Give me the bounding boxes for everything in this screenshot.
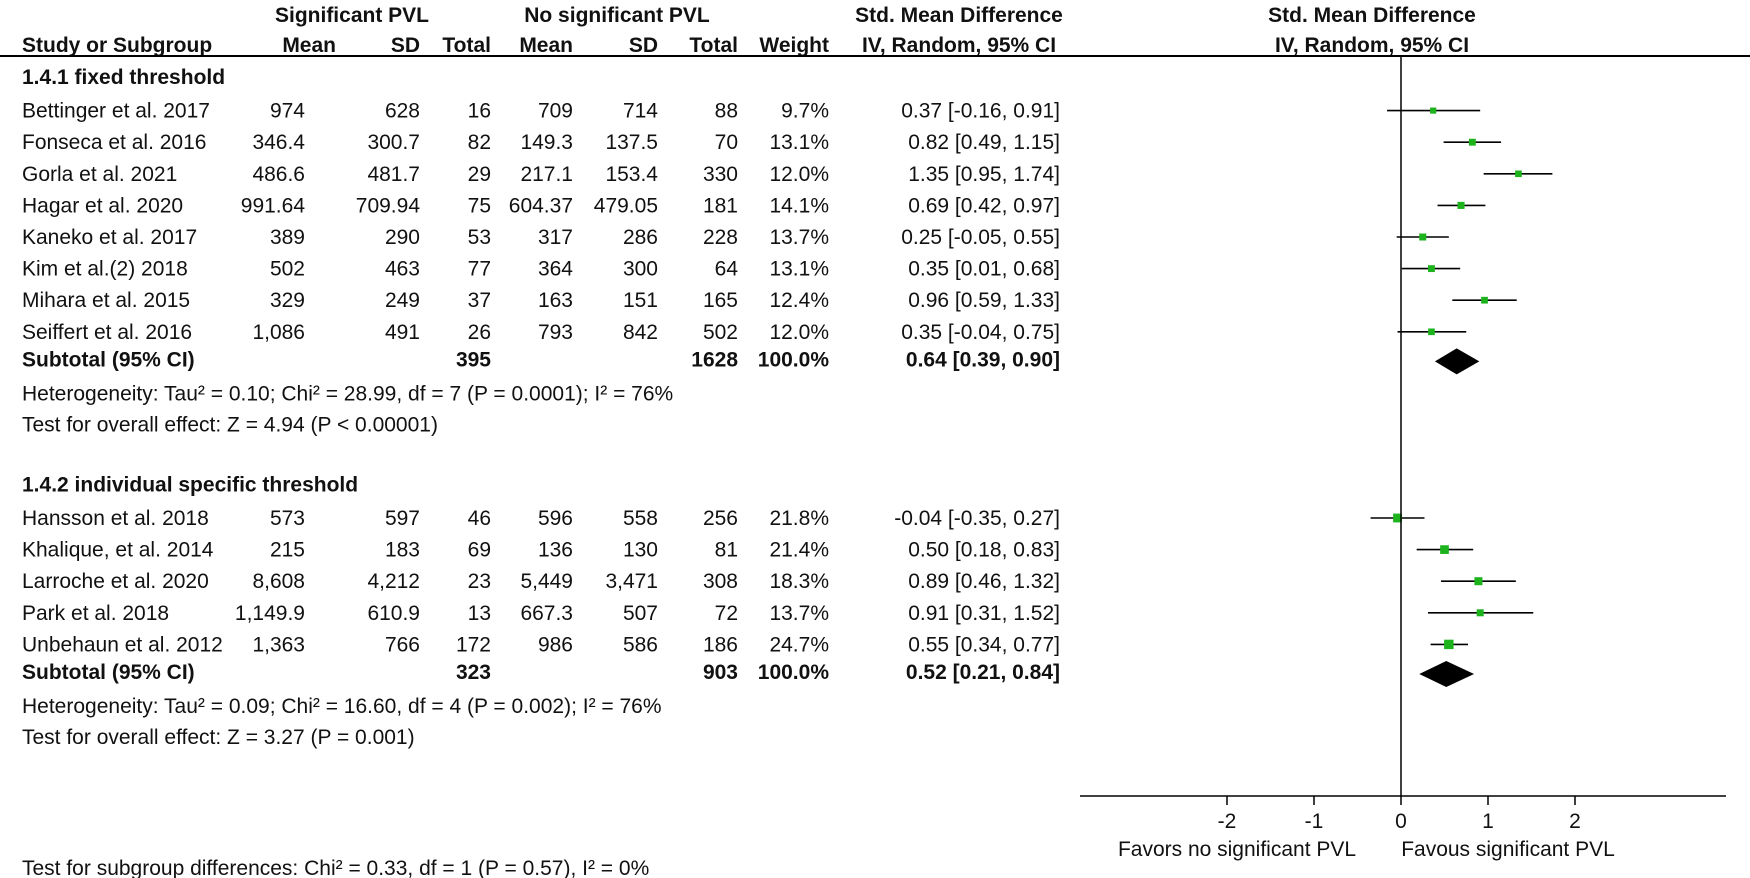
study-name: Mihara et al. 2015 (22, 289, 191, 313)
study-marker (1469, 139, 1476, 146)
subgroup-title: 1.4.2 individual specific threshold (22, 473, 359, 497)
subgroup-title: 1.4.1 fixed threshold (22, 66, 226, 89)
mean-no-significant: 596 (537, 507, 573, 530)
x-tick-label: 1 (1482, 810, 1494, 833)
study-weight: 12.0% (769, 162, 829, 186)
total-no-significant: 330 (702, 162, 738, 186)
study-name: Bettinger et al. 2017 (22, 99, 210, 123)
col-total1: Total (442, 34, 491, 57)
study-ci: 1.35 [0.95, 1.74] (908, 162, 1060, 186)
subtotal-ci: 0.64 [0.39, 0.90] (905, 348, 1060, 372)
study-weight: 13.7% (769, 226, 829, 249)
total-no-significant: 165 (702, 289, 738, 313)
study-name: Larroche et al. 2020 (22, 570, 209, 594)
sd-no-significant: 137.5 (605, 131, 658, 155)
subtotal-diamond (1435, 348, 1479, 374)
col-weight: Weight (759, 34, 829, 57)
mean-no-significant: 667.3 (520, 601, 573, 625)
mean-significant: 502 (269, 257, 305, 281)
subtotal-ci: 0.52 [0.21, 0.84] (905, 661, 1060, 684)
total-no-significant: 308 (702, 570, 738, 594)
sd-significant: 766 (384, 633, 420, 657)
sd-no-significant: 507 (622, 601, 658, 625)
total-no-significant: 256 (702, 507, 738, 530)
total-no-significant: 502 (702, 320, 738, 344)
study-marker (1440, 545, 1449, 554)
total-no-significant: 81 (714, 538, 738, 562)
study-marker (1428, 265, 1435, 272)
total-no-significant: 228 (702, 226, 738, 249)
sd-significant: 628 (384, 99, 420, 123)
mean-significant: 329 (269, 289, 305, 313)
x-tick-label: -2 (1217, 810, 1237, 833)
study-marker (1430, 108, 1436, 114)
study-weight: 13.1% (769, 131, 829, 155)
study-marker (1419, 233, 1426, 240)
mean-no-significant: 217.1 (520, 162, 573, 186)
study-ci: 0.82 [0.49, 1.15] (908, 131, 1060, 155)
total-significant: 13 (467, 601, 491, 625)
study-weight: 13.1% (769, 257, 829, 281)
subtotal-label: Subtotal (95% CI) (22, 348, 195, 372)
study-ci: 0.96 [0.59, 1.33] (908, 289, 1060, 313)
heterogeneity-text: Heterogeneity: Tau² = 0.10; Chi² = 28.99, df = 7 (P = 0.0001); I² = 76% (22, 382, 674, 406)
study-marker (1457, 202, 1464, 209)
mean-no-significant: 317 (537, 226, 573, 249)
total-no-significant: 88 (714, 99, 738, 123)
study-name: Gorla et al. 2021 (22, 162, 178, 186)
total-significant: 75 (467, 194, 491, 218)
mean-no-significant: 136 (537, 538, 573, 562)
study-name: Seiffert et al. 2016 (22, 320, 193, 344)
study-ci: 0.89 [0.46, 1.32] (908, 570, 1060, 594)
mean-significant: 974 (269, 99, 305, 123)
study-ci: 0.91 [0.31, 1.52] (908, 601, 1060, 625)
sd-significant: 709.94 (355, 194, 420, 218)
mean-significant: 1,149.9 (234, 601, 305, 625)
mean-no-significant: 364 (537, 257, 573, 281)
mean-no-significant: 793 (537, 320, 573, 344)
total-significant: 29 (467, 162, 491, 186)
header-plot-sub: IV, Random, 95% CI (1274, 34, 1470, 57)
total-significant: 26 (467, 320, 491, 344)
total-significant: 46 (467, 507, 491, 530)
total-no-significant: 181 (702, 194, 738, 218)
mean-significant: 573 (269, 507, 305, 530)
study-weight: 21.8% (769, 507, 829, 530)
study-name: Kim et al.(2) 2018 (22, 257, 188, 281)
x-tick-label: 2 (1569, 810, 1581, 833)
sd-no-significant: 130 (622, 538, 658, 562)
x-tick-label: 0 (1395, 810, 1407, 833)
table-rows (22, 66, 1060, 749)
study-weight: 13.7% (769, 601, 829, 625)
header-group1: Significant PVL (274, 4, 430, 27)
total-significant: 23 (467, 570, 491, 594)
study-marker (1481, 297, 1488, 304)
study-marker (1477, 609, 1484, 616)
sd-no-significant: 3,471 (605, 570, 658, 594)
total-no-significant: 72 (714, 601, 738, 625)
header-group2: No significant PVL (524, 4, 710, 27)
sd-no-significant: 479.05 (593, 194, 658, 218)
sd-no-significant: 842 (622, 320, 658, 344)
total-significant: 77 (467, 257, 491, 281)
col-mean2: Mean (519, 34, 573, 57)
study-name: Hagar et al. 2020 (22, 194, 184, 218)
mean-significant: 215 (269, 538, 305, 562)
study-name: Kaneko et al. 2017 (22, 226, 198, 249)
sd-significant: 610.9 (367, 601, 420, 625)
sd-significant: 463 (384, 257, 420, 281)
mean-significant: 389 (269, 226, 305, 249)
study-marker (1428, 328, 1435, 335)
total-significant: 69 (467, 538, 491, 562)
total-significant: 37 (467, 289, 491, 313)
study-marker (1515, 170, 1522, 177)
sd-no-significant: 558 (622, 507, 658, 530)
mean-no-significant: 163 (537, 289, 573, 313)
sd-significant: 290 (384, 226, 420, 249)
total-significant: 16 (467, 99, 491, 123)
mean-no-significant: 709 (537, 99, 573, 123)
sd-no-significant: 286 (622, 226, 658, 249)
study-name: Unbehaun et al. 2012 (22, 633, 223, 657)
subtotal-weight: 100.0% (757, 348, 829, 372)
total-significant: 82 (467, 131, 491, 155)
study-weight: 12.0% (769, 320, 829, 344)
x-axis-left-label: Favors no significant PVL (1117, 838, 1357, 861)
total-significant: 172 (455, 633, 491, 657)
sd-significant: 491 (384, 320, 420, 344)
x-axis-ticks (1218, 796, 1581, 833)
x-axis-right-label: Favous significant PVL (1401, 838, 1615, 861)
study-ci: 0.25 [-0.05, 0.55] (901, 226, 1060, 249)
study-name: Park et al. 2018 (22, 601, 170, 625)
mean-no-significant: 986 (537, 633, 573, 657)
sd-significant: 481.7 (367, 162, 420, 186)
col-study: Study or Subgroup (22, 34, 213, 57)
col-sd2: SD (628, 34, 658, 57)
col-total2: Total (689, 34, 738, 57)
study-weight: 12.4% (769, 289, 829, 313)
subtotal-total-significant: 395 (455, 348, 491, 372)
mean-significant: 1,086 (252, 320, 305, 344)
sd-significant: 4,212 (367, 570, 420, 594)
col-sd1: SD (390, 34, 420, 57)
study-ci: 0.50 [0.18, 0.83] (908, 538, 1060, 562)
header-effect-title: Std. Mean Difference (855, 4, 1063, 27)
sd-no-significant: 714 (622, 99, 658, 123)
mean-significant: 486.6 (252, 162, 305, 186)
heterogeneity-text: Heterogeneity: Tau² = 0.09; Chi² = 16.60, df = 4 (P = 0.002); I² = 76% (22, 695, 662, 718)
subtotal-total-no-significant: 1628 (691, 348, 738, 372)
overall-effect-text: Test for overall effect: Z = 3.27 (P = 0.001) (22, 726, 415, 749)
subtotal-label: Subtotal (95% CI) (22, 661, 195, 684)
study-ci: 0.35 [-0.04, 0.75] (901, 320, 1060, 344)
x-tick-label: -1 (1304, 810, 1324, 833)
study-weight: 9.7% (781, 99, 829, 123)
study-weight: 24.7% (769, 633, 829, 657)
study-weight: 18.3% (769, 570, 829, 594)
study-ci: 0.55 [0.34, 0.77] (908, 633, 1060, 657)
study-ci: 0.69 [0.42, 0.97] (908, 194, 1060, 218)
sd-significant: 300.7 (367, 131, 420, 155)
subtotal-total-no-significant: 903 (702, 661, 738, 684)
sd-significant: 183 (384, 538, 420, 562)
study-name: Hansson et al. 2018 (22, 507, 209, 530)
study-name: Khalique, et al. 2014 (22, 538, 214, 562)
plot-area (1371, 56, 1553, 796)
total-no-significant: 186 (702, 633, 738, 657)
mean-significant: 1,363 (252, 633, 305, 657)
study-ci: -0.04 [-0.35, 0.27] (894, 507, 1060, 530)
study-marker (1474, 577, 1482, 585)
mean-no-significant: 604.37 (508, 194, 573, 218)
subgroup-test: Test for subgroup differences: Chi² = 0.33, df = 1 (P = 0.57), I² = 0% (22, 857, 650, 878)
mean-significant: 346.4 (252, 131, 305, 155)
study-ci: 0.35 [0.01, 0.68] (908, 257, 1060, 281)
study-weight: 21.4% (769, 538, 829, 562)
study-ci: 0.37 [-0.16, 0.91] (901, 99, 1060, 123)
subtotal-total-significant: 323 (455, 661, 491, 684)
total-no-significant: 70 (714, 131, 738, 155)
total-significant: 53 (467, 226, 491, 249)
subtotal-weight: 100.0% (757, 661, 829, 684)
sd-no-significant: 586 (622, 633, 658, 657)
header-effect-sub: IV, Random, 95% CI (861, 34, 1057, 57)
study-weight: 14.1% (769, 194, 829, 218)
col-mean1: Mean (282, 34, 336, 57)
mean-no-significant: 5,449 (520, 570, 573, 594)
mean-significant: 991.64 (240, 194, 305, 218)
subtotal-diamond (1419, 661, 1474, 687)
mean-no-significant: 149.3 (520, 131, 573, 155)
overall-effect-text: Test for overall effect: Z = 4.94 (P < 0.00001) (22, 413, 438, 437)
total-no-significant: 64 (714, 257, 738, 281)
sd-no-significant: 151 (622, 289, 658, 313)
sd-no-significant: 153.4 (605, 162, 658, 186)
study-marker (1444, 640, 1453, 649)
study-name: Fonseca et al. 2016 (22, 131, 207, 155)
sd-no-significant: 300 (622, 257, 658, 281)
mean-significant: 8,608 (252, 570, 305, 594)
sd-significant: 597 (384, 507, 420, 530)
header-plot-title: Std. Mean Difference (1268, 4, 1476, 27)
sd-significant: 249 (384, 289, 420, 313)
